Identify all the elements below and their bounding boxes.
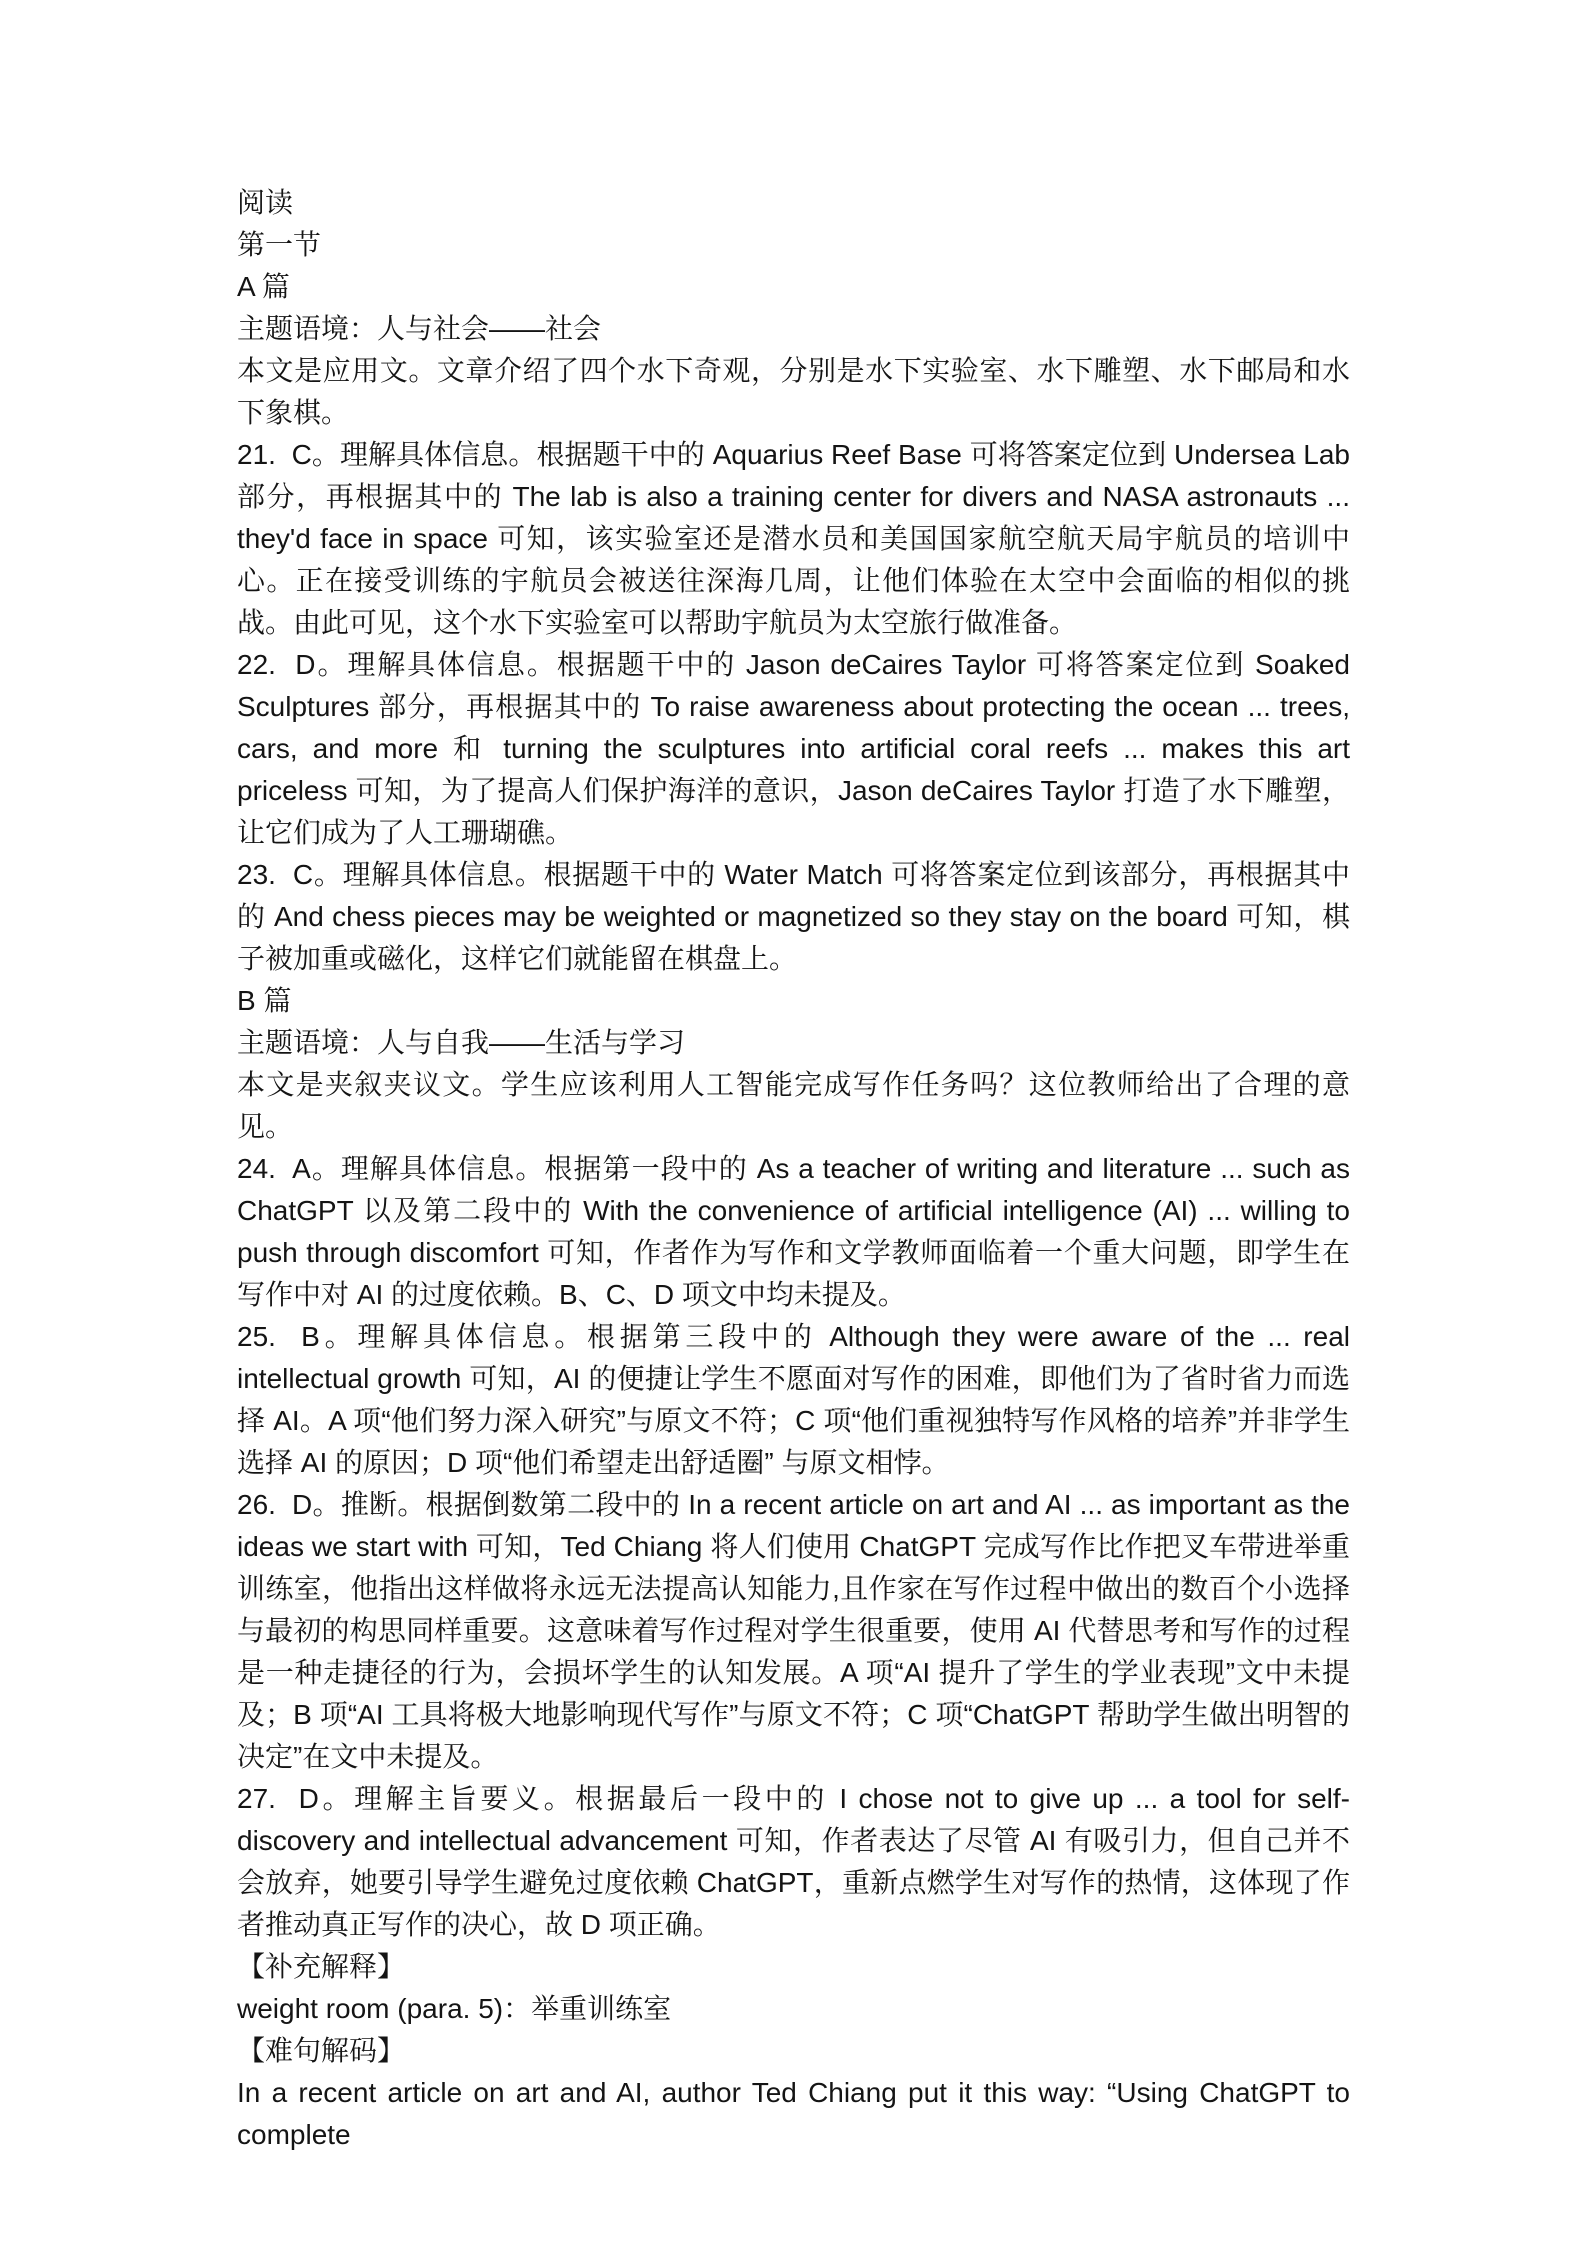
passage-b-summary: 本文是夹叙夹议文。学生应该利用人工智能完成写作任务吗？这位教师给出了合理的意见。: [237, 1069, 1350, 1142]
passage-b-theme: 主题语境：人与自我——生活与学习: [237, 1027, 686, 1058]
answer-explanation-21: 21. C。理解具体信息。根据题干中的 Aquarius Reef Base 可将答案定位到 Undersea Lab 部分，再根据其中的 The lab is also a training center for divers and NASA astronauts ... they'd face in space 可知，该实验室还是潜水员和美国国家航空航天局宇航员的培训中心。正在接受训练的宇航员会被送往深海几周，让他们体验在太空中会面临的相似的挑战。由此可见，这个水下实验室可以帮助宇航员为太空旅行做准备。: [237, 439, 1350, 638]
passage-a-summary: 本文是应用文。文章介绍了四个水下奇观，分别是水下实验室、水下雕塑、水下邮局和水下象棋。: [237, 355, 1350, 428]
answer-explanation-24: 24. A。理解具体信息。根据第一段中的 As a teacher of writing and literature ... such as ChatGPT 以及第二段中的 With the convenience of artificial intelligence (AI) ... willing to push through discomfort 可知，作者作为写作和文学教师面临着一个重大问题，即学生在写作中对 AI 的过度依赖。B、C、D 项文中均未提及。: [237, 1153, 1350, 1310]
supplementary-note-weight-room: weight room (para. 5)：举重训练室: [237, 1993, 672, 2024]
subsection-title-part-one: 第一节: [237, 229, 322, 260]
answer-explanation-23: 23. C。理解具体信息。根据题干中的 Water Match 可将答案定位到该部分，再根据其中的 And chess pieces may be weighted or magnetized so they stay on the board 可知，棋子被加重或磁化，这样它们就能留在棋盘上。: [237, 859, 1350, 974]
answer-explanation-27: 27. D。理解主旨要义。根据最后一段中的 I chose not to give up ... a tool for self-discovery and intellectual advancement 可知，作者表达了尽管 AI 有吸引力，但自己并不会放弃，她要引导学生避免过度依赖 ChatGPT，重新点燃学生对写作的热情，这体现了作者推动真正写作的决心，故 D 项正确。: [237, 1783, 1350, 1940]
answer-explanation-25: 25. B。理解具体信息。根据第三段中的 Although they were aware of the ... real intellectual growth 可知，AI 的便捷让学生不愿面对写作的困难，即他们为了省时省力而选择 AI。A 项“他们努力深入研究”与原文不符；C 项“他们重视独特写作风格的培养”并非学生选择 AI 的原因；D 项“他们希望走出舒适圈” 与原文相悖。: [237, 1321, 1350, 1478]
document-body: [237, 182, 1350, 2156]
supplementary-notes-heading: 【补充解释】: [237, 1951, 406, 1982]
difficult-sentence-excerpt: In a recent article on art and AI, author Ted Chiang put it this way: “Using ChatGPT to complete: [237, 2077, 1350, 2150]
difficult-sentence-heading: 【难句解码】: [237, 2035, 406, 2066]
section-title-reading: 阅读: [237, 187, 294, 218]
passage-a-heading: A 篇: [237, 271, 290, 302]
passage-b-heading: B 篇: [237, 985, 292, 1016]
passage-a-theme: 主题语境：人与社会——社会: [237, 313, 602, 344]
answer-explanation-22: 22. D。理解具体信息。根据题干中的 Jason deCaires Taylor 可将答案定位到 Soaked Sculptures 部分，再根据其中的 To raise awareness about protecting the ocean ... trees, cars, and more 和 turning the sculptures into artificial coral reefs ... makes this art priceless 可知，为了提高人们保护海洋的意识，Jason deCaires Taylor 打造了水下雕塑，让它们成为了人工珊瑚礁。: [237, 649, 1350, 848]
answer-explanation-26: 26. D。推断。根据倒数第二段中的 In a recent article on art and AI ... as important as the ideas we start with 可知，Ted Chiang 将人们使用 ChatGPT 完成写作比作把叉车带进举重训练室，他指出这样做将永远无法提高认知能力,且作家在写作过程中做出的数百个小选择与最初的构思同样重要。这意味着写作过程对学生很重要，使用 AI 代替思考和写作的过程是一种走捷径的行为，会损坏学生的认知发展。A 项“AI 提升了学生的学业表现”文中未提及；B 项“AI 工具将极大地影响现代写作”与原文不符；C 项“ChatGPT 帮助学生做出明智的决定”在文中未提及。: [237, 1489, 1350, 1772]
